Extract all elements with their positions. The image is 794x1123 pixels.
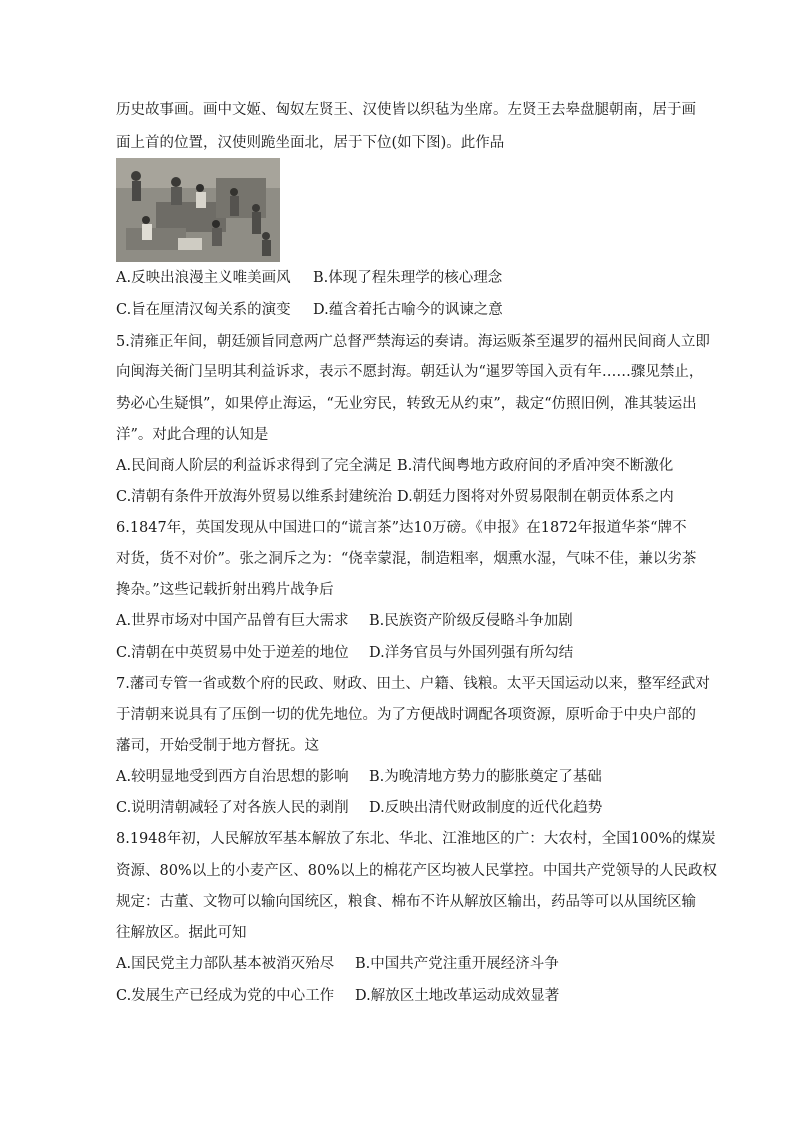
q6-line-1: 6.1847年，英国发现从中国进口的“谎言茶”达10万磅。《申报》在1872年报道华茶“牌不 xyxy=(116,520,687,536)
q5-line-2: 向闽海关衙门呈明其利益诉求，表示不愿封海。朝廷认为“暹罗等国入贡有年……骤见禁止， xyxy=(116,364,704,380)
q7-option-d[interactable]: D.反映出清代财政制度的近代化趋势 xyxy=(369,800,603,816)
q7-option-b[interactable]: B.为晚清地方势力的膨胀奠定了基础 xyxy=(369,769,602,785)
q5-line-1: 5.清雍正年间，朝廷颁旨同意两广总督严禁海运的奏请。海运贩茶至暹罗的福州民间商人立即 xyxy=(116,334,710,350)
q8-option-a[interactable]: A.国民党主力部队基本被消灭殆尽 xyxy=(116,956,335,972)
q5-option-c[interactable]: C.清朝有条件开放海外贸易以维系封建统治 xyxy=(116,489,393,505)
q6-line-2: 对货，货不对价”。张之洞斥之为：“侥幸蒙混，制造粗率，烟熏水湿，气味不佳，兼以劣茶 xyxy=(116,551,697,567)
q5-option-b[interactable]: B.清代闽粤地方政府间的矛盾冲突不断激化 xyxy=(397,458,674,474)
q8-option-d[interactable]: D.解放区土地改革运动成效显著 xyxy=(355,988,560,1004)
q8-line-3: 规定：古董、文物可以输向国统区，粮食、棉布不许从解放区输出，药品等可以从国统区输 xyxy=(116,894,696,910)
q5-line-3: 势必心生疑惧”，如果停止海运，“无业穷民，转致无从约束”，裁定“仿照旧例，准其装运出 xyxy=(116,396,697,412)
q8-line-4: 往解放区。据此可知 xyxy=(116,925,247,941)
q5-option-d[interactable]: D.朝廷力图将对外贸易限制在朝贡体系之内 xyxy=(397,489,674,505)
intro-option-a[interactable]: A.反映出浪漫主义唯美画风 xyxy=(116,270,291,286)
q8-option-b[interactable]: B.中国共产党注重开展经济斗争 xyxy=(355,956,559,972)
q8-option-c[interactable]: C.发展生产已经成为党的中心工作 xyxy=(116,988,335,1004)
q6-option-d[interactable]: D.洋务官员与外国列强有所勾结 xyxy=(369,645,574,661)
q5-option-a[interactable]: A.民间商人阶层的利益诉求得到了完全满足 xyxy=(116,458,393,474)
intro-option-c[interactable]: C.旨在厘清汉匈关系的演变 xyxy=(116,302,291,318)
q5-line-4: 洋”。对此合理的认知是 xyxy=(116,427,269,443)
q7-option-c[interactable]: C.说明清朝减轻了对各族人民的剥削 xyxy=(116,800,349,816)
q6-line-3: 搀杂。”这些记载折射出鸦片战争后 xyxy=(116,582,334,598)
intro-option-d[interactable]: D.蕴含着托古喻今的讽谏之意 xyxy=(313,302,503,318)
intro-line-2: 面上首的位置，汉使则跪坐面北，居于下位(如下图)。此作品 xyxy=(116,135,505,151)
intro-option-b[interactable]: B.体现了程朱理学的核心理念 xyxy=(313,270,503,286)
q8-line-2: 资源、80%以上的小麦产区、80%以上的棉花产区均被人民掌控。中国共产党领导的人民政权 xyxy=(116,863,717,879)
q8-line-1: 8.1948年初，人民解放军基本解放了东北、华北、江淮地区的广：大农村，全国100%的煤炭 xyxy=(116,831,716,847)
q7-line-3: 藩司，开始受制于地方督抚。这 xyxy=(116,738,319,754)
intro-line-1: 历史故事画。画中文姬、匈奴左贤王、汉使皆以织毡为坐席。左贤王去皋盘腿朝南，居于画 xyxy=(116,102,696,118)
q7-line-2: 于清朝来说具有了压倒一切的优先地位。为了方便战时调配各项资源，原听命于中央户部的 xyxy=(116,707,696,723)
q6-option-a[interactable]: A.世界市场对中国产品曾有巨大需求 xyxy=(116,613,349,629)
q6-option-c[interactable]: C.清朝在中英贸易中处于逆差的地位 xyxy=(116,645,349,661)
painting-image xyxy=(116,158,280,262)
q7-line-1: 7.藩司专管一省或数个府的民政、财政、田土、户籍、钱粮。太平天国运动以来，整军经武对 xyxy=(116,676,710,692)
q7-option-a[interactable]: A.较明显地受到西方自治思想的影响 xyxy=(116,769,349,785)
q6-option-b[interactable]: B.民族资产阶级反侵略斗争加剧 xyxy=(369,613,573,629)
